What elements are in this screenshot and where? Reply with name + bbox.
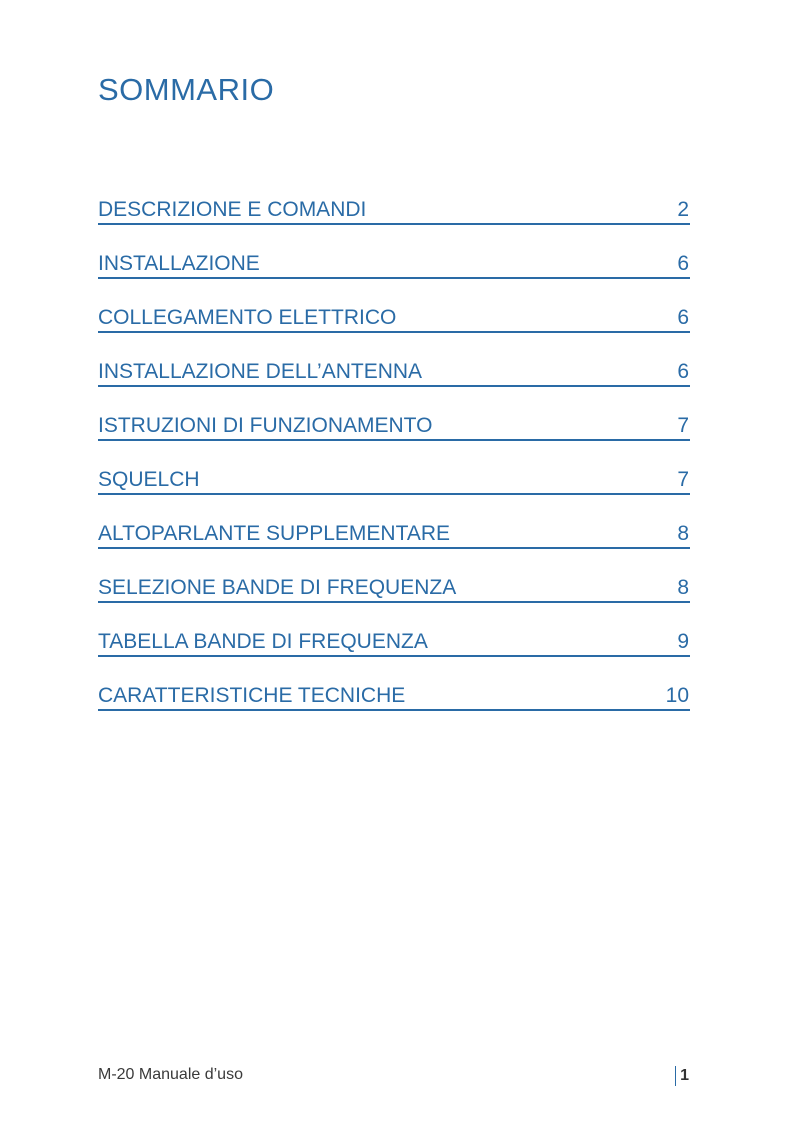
page-separator — [675, 1066, 676, 1086]
toc-entry-page: 7 — [677, 468, 689, 491]
footer-document-title: M-20 Manuale d’uso — [98, 1066, 243, 1083]
toc-entry-label: DESCRIZIONE E COMANDI — [98, 198, 367, 221]
toc-entry-page: 2 — [677, 198, 689, 221]
toc-entry-page: 6 — [677, 360, 689, 383]
toc-entry-installazione[interactable] — [98, 250, 690, 279]
toc-entry-collegamento-elettrico[interactable] — [98, 304, 690, 333]
toc-entry-label: SQUELCH — [98, 468, 200, 491]
toc-entry-page: 8 — [677, 576, 689, 599]
toc-entry-page: 6 — [677, 252, 689, 275]
toc-entry-tabella-bande[interactable] — [98, 628, 690, 657]
toc-entry-label: INSTALLAZIONE — [98, 252, 260, 275]
toc-entry-label: INSTALLAZIONE DELL’ANTENNA — [98, 360, 423, 383]
toc-entry-label: COLLEGAMENTO ELETTRICO — [98, 306, 397, 329]
toc-entry-altoparlante-supplementare[interactable] — [98, 520, 690, 549]
toc-entry-selezione-bande[interactable] — [98, 574, 690, 603]
toc-entry-label: TABELLA BANDE DI FREQUENZA — [98, 630, 428, 653]
toc-entry-page: 7 — [677, 414, 689, 437]
toc-entry-page: 9 — [677, 630, 689, 653]
toc-entry-page: 10 — [665, 684, 689, 707]
table-of-contents — [98, 196, 690, 736]
toc-entry-descrizione-e-comandi[interactable] — [98, 196, 690, 225]
page-number: 1 — [680, 1067, 689, 1084]
toc-entry-squelch[interactable] — [98, 466, 690, 495]
toc-entry-caratteristiche-tecniche[interactable] — [98, 682, 690, 711]
toc-entry-page: 6 — [677, 306, 689, 329]
toc-entry-label: ISTRUZIONI DI FUNZIONAMENTO — [98, 414, 433, 437]
toc-entry-page: 8 — [677, 522, 689, 545]
toc-entry-istruzioni-funzionamento[interactable] — [98, 412, 690, 441]
page-title: SOMMARIO — [98, 72, 275, 107]
toc-entry-label: SELEZIONE BANDE DI FREQUENZA — [98, 576, 457, 599]
toc-entry-installazione-antenna[interactable] — [98, 358, 690, 387]
footer-page-number — [675, 1066, 689, 1086]
toc-entry-label: ALTOPARLANTE SUPPLEMENTARE — [98, 522, 451, 545]
toc-entry-label: CARATTERISTICHE TECNICHE — [98, 684, 406, 707]
